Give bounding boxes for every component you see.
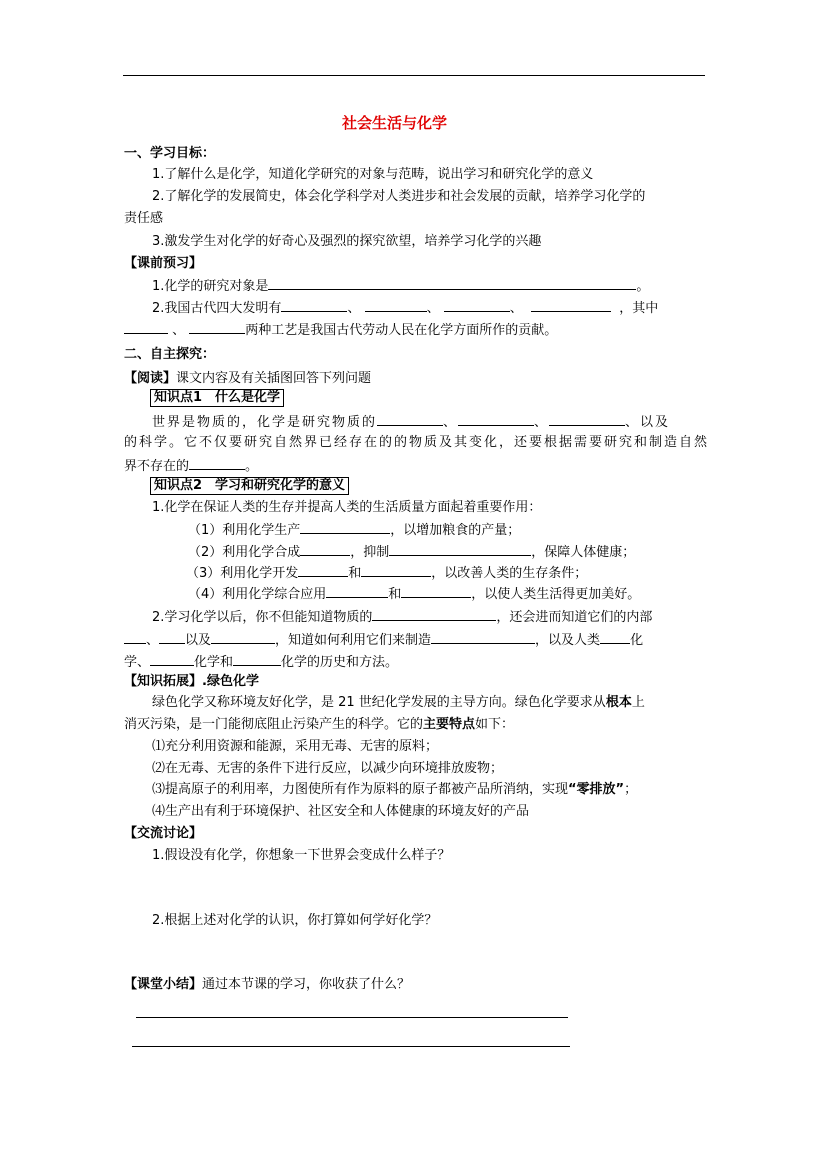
summary-line <box>124 976 410 994</box>
extension-title: .绿色化学 <box>202 674 259 689</box>
goal-2: 2.了解化学的发展简史，体会化学科学对人类进步和社会发展的贡献，培养学习化学的 <box>152 189 646 204</box>
blank <box>389 542 531 556</box>
blank <box>531 298 611 312</box>
reading-text: 课文内容及有关插图回答下列问题 <box>176 371 372 386</box>
extension-tag: 【知识拓展】 <box>124 674 203 689</box>
discussion-heading: 【交流讨论】 <box>124 826 203 841</box>
k1-text-c: 界不存在的 <box>124 459 190 474</box>
page-title: 社会生活与化学 <box>342 114 448 132</box>
k1-line-2: 的科学。它不仅要研究自然界已经存在的的物质及其变化，还要根据需要研究和制造自然 <box>124 435 710 450</box>
blank <box>600 630 630 644</box>
blank <box>361 563 431 577</box>
blank <box>377 412 443 426</box>
k2-item-4-a: （4）利用化学综合应用 <box>188 587 327 602</box>
k2-item-4-c: ，以使人类生活得更加美好。 <box>471 587 641 602</box>
k2-p2-d: ，知道如何利用它们来制造 <box>275 633 432 648</box>
section-1-heading: 一、学习目标： <box>124 146 216 161</box>
k2-p2-a: 2.学习化学以后，你不但能知道物质的 <box>152 610 373 625</box>
k2-item-2-b: ，抑制 <box>350 545 390 560</box>
blank <box>300 520 390 534</box>
ext-p1-a: 绿色化学又称环境友好化学，是 21 世纪化学发展的主导方向。绿色化学要求从 <box>152 695 606 710</box>
blank <box>268 276 636 290</box>
k2-p2-h: 化学和 <box>194 655 234 670</box>
blank <box>211 630 275 644</box>
blank <box>281 298 347 312</box>
k2-p2-c: 以及 <box>185 633 212 648</box>
reading-line <box>124 370 371 388</box>
preview-q2-cont <box>124 320 557 340</box>
separator: 、 <box>146 633 160 648</box>
blank <box>124 630 146 644</box>
ext-feature-1: ⑴充分利用资源和能源，采用无毒、无害的原料； <box>152 739 439 754</box>
goal-1: 1.了解什么是化学，知道化学研究的对象与范畴，说出学习和研究化学的意义 <box>152 167 594 182</box>
knowledge-point-2-box: 知识点2 学习和研究化学的意义 <box>150 477 349 495</box>
ext-feature-4: ⑷生产出有利于环境保护、社区安全和人体健康的环境友好的产品 <box>152 804 530 819</box>
ext-feature-2: ⑵在无毒、无害的条件下进行反应，以减少向环境排放废物； <box>152 761 504 776</box>
k2-item-2-a: （2）利用化学合成 <box>188 545 301 560</box>
separator: 、 <box>426 301 440 316</box>
ext-p1-c: 上 <box>631 695 645 710</box>
k2-item-1-a: （1）利用化学生产 <box>188 523 301 538</box>
reading-tag: 【阅读】 <box>124 371 177 386</box>
blank <box>159 630 185 644</box>
k2-item-2-c: ，保障人体健康； <box>531 545 636 560</box>
k2-p2-g: 学、 <box>124 655 151 670</box>
discussion-q2: 2.根据上述对化学的认识，你打算如何学好化学？ <box>152 913 438 928</box>
preview-q2 <box>152 298 658 318</box>
discussion-q1: 1.假设没有化学，你想象一下世界会变成什么样子？ <box>152 848 451 863</box>
blank <box>365 298 427 312</box>
blank <box>431 630 535 644</box>
k1-line-3 <box>124 456 258 476</box>
ext-p1-b: 根本 <box>605 695 632 710</box>
extension-heading <box>124 673 259 691</box>
ext-para-2 <box>124 716 514 734</box>
answer-line-1 <box>136 1017 568 1018</box>
summary-tag: 【课堂小结】 <box>124 977 203 992</box>
k2-para-2-end <box>124 652 398 672</box>
answer-line-2 <box>132 1046 570 1047</box>
k2-item-4 <box>188 584 640 604</box>
k2-item-1 <box>188 520 520 540</box>
blank <box>124 320 168 334</box>
k1-text-a: 世界是物质的，化学是研究物质的 <box>152 415 378 430</box>
blank <box>233 652 281 666</box>
ext-f3-c: ； <box>624 782 638 797</box>
k1-text-b: 、以及 <box>625 415 671 430</box>
preview-heading: 【课前预习】 <box>124 256 203 271</box>
ext-f3-a: ⑶提高原子的利用率，力图使所有作为原料的原子都被产品所消纳，实现 <box>152 782 569 797</box>
k2-para-2-cont <box>124 630 643 650</box>
preview-q2-text: 2.我国古代四大发明有 <box>152 301 282 316</box>
preview-q1-text: 1.化学的研究对象是 <box>152 279 269 294</box>
k2-p2-i: 化学的历史和方法。 <box>281 655 399 670</box>
blank <box>150 652 194 666</box>
blank <box>189 320 245 334</box>
blank <box>189 456 245 470</box>
k2-item-3 <box>186 563 587 583</box>
separator: 、 <box>172 323 186 338</box>
blank <box>549 412 625 426</box>
k2-para-2 <box>152 607 652 627</box>
preview-q2-tail: 两种工艺是我国古代劳动人民在化学方面所作的贡献。 <box>245 323 558 338</box>
blank <box>300 542 350 556</box>
ext-f3-b: “零排放” <box>568 782 625 797</box>
goal-2-cont: 责任感 <box>124 211 164 226</box>
blank <box>372 607 496 621</box>
preview-q1-end: 。 <box>636 279 650 294</box>
k2-item-4-b: 和 <box>388 587 402 602</box>
header-rule <box>123 75 705 76</box>
separator: 、 <box>347 301 361 316</box>
k2-item-3-c: ，以改善人类的生存条件； <box>431 566 588 581</box>
ext-para-1 <box>152 694 645 712</box>
ext-p2-c: 如下： <box>475 717 515 732</box>
k2-p2-b: ，还会进而知道它们的内部 <box>496 610 653 625</box>
preview-q2-mid: ，其中 <box>619 301 659 316</box>
k2-item-1-b: ，以增加粮食的产量； <box>390 523 521 538</box>
goal-3: 3.激发学生对化学的好奇心及强烈的探究欲望，培养学习化学的兴趣 <box>152 234 542 249</box>
k2-p2-e: ，以及人类 <box>535 633 601 648</box>
blank <box>401 584 471 598</box>
blank <box>326 584 388 598</box>
k1-line-1 <box>152 412 670 432</box>
k2-p2-f: 化 <box>630 633 644 648</box>
k2-item-3-b: 和 <box>348 566 362 581</box>
blank <box>458 412 534 426</box>
separator: 、 <box>534 415 550 430</box>
k1-text-d: 。 <box>245 459 259 474</box>
blank <box>444 298 510 312</box>
separator: 、 <box>509 301 523 316</box>
k2-item-3-a: （3）利用化学开发 <box>186 566 299 581</box>
knowledge-point-1-box: 知识点1 什么是化学 <box>150 389 284 407</box>
ext-p2-a: 消灭污染，是一门能彻底阻止污染产生的科学。它的 <box>124 717 424 732</box>
blank <box>298 563 348 577</box>
preview-q1 <box>152 276 649 296</box>
ext-feature-3 <box>152 781 637 799</box>
separator: 、 <box>443 415 459 430</box>
summary-text: 通过本节课的学习，你收获了什么？ <box>202 977 411 992</box>
section-2-heading: 二、自主探究： <box>124 347 216 362</box>
k2-para-1: 1.化学在保证人类的生存并提高人类的生活质量方面起着重要作用： <box>152 500 542 515</box>
k2-item-2 <box>188 542 635 562</box>
ext-p2-b: 主要特点 <box>423 717 476 732</box>
